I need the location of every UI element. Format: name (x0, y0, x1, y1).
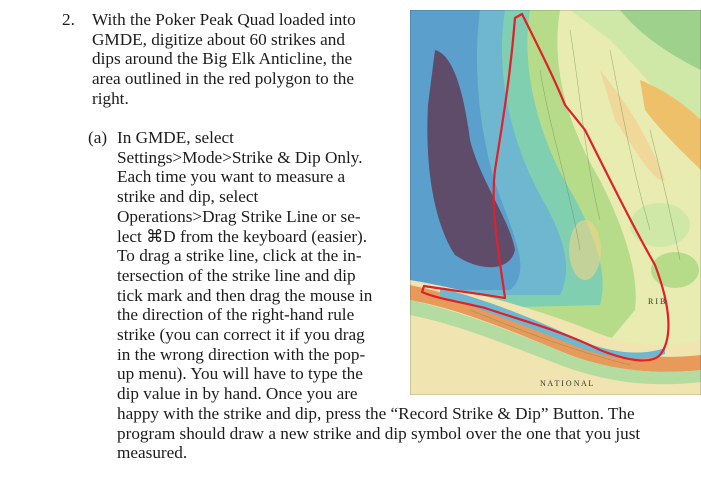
subitem-line: tersection of the strike line and dip (117, 265, 356, 285)
item-line: With the Poker Peak Quad loaded into (92, 10, 356, 29)
subitem-line: To drag a strike line, click at the in- (117, 246, 362, 266)
subitem-line: Operations>Drag Strike Line or se- (117, 206, 361, 226)
geologic-map-figure (410, 10, 701, 395)
map-label-ridge: R I B (648, 297, 666, 306)
subitem-line: in the wrong direction with the pop- (117, 344, 366, 364)
subitem-line: dip value in by hand. Once you are (117, 384, 358, 404)
item-line: area outlined in the red polygon to the (92, 69, 355, 89)
subitem-line: In GMDE, select (117, 128, 234, 147)
subitem-line: tick mark and then drag the mouse in (117, 285, 373, 305)
subitem-line: lect ⌘D from the keyboard (easier). (117, 226, 368, 246)
item-2-text (92, 10, 356, 109)
item-line: GMDE, digitize about 60 strikes and (92, 29, 345, 49)
subitem-line: strike and dip, select (117, 187, 259, 207)
subitem-line: strike (you can correct it if you drag (117, 325, 365, 345)
subitem-line: Each time you want to measure a (117, 167, 346, 187)
item-line: dips around the Big Elk Anticline, the (92, 49, 353, 69)
subitem-line: the direction of the right-hand rule (117, 305, 355, 325)
subitem-line: measured. (117, 443, 188, 463)
subitem-line: happy with the strike and dip, press the “Record Strike & Dip” Button. The (117, 403, 635, 423)
subitem-line: program should draw a new strike and dip symbol over the one that you just (117, 423, 641, 443)
item-number: 2. (62, 10, 75, 29)
subitem-line: Settings>Mode>Strike & Dip Only. (117, 147, 363, 167)
map-label-national: N A T I O N A L (540, 379, 594, 388)
subitem-line: up menu). You will have to type the (117, 364, 363, 384)
item-line: right. (92, 88, 129, 108)
geologic-map-image (410, 10, 701, 395)
subitem-label: (a) (88, 128, 108, 147)
